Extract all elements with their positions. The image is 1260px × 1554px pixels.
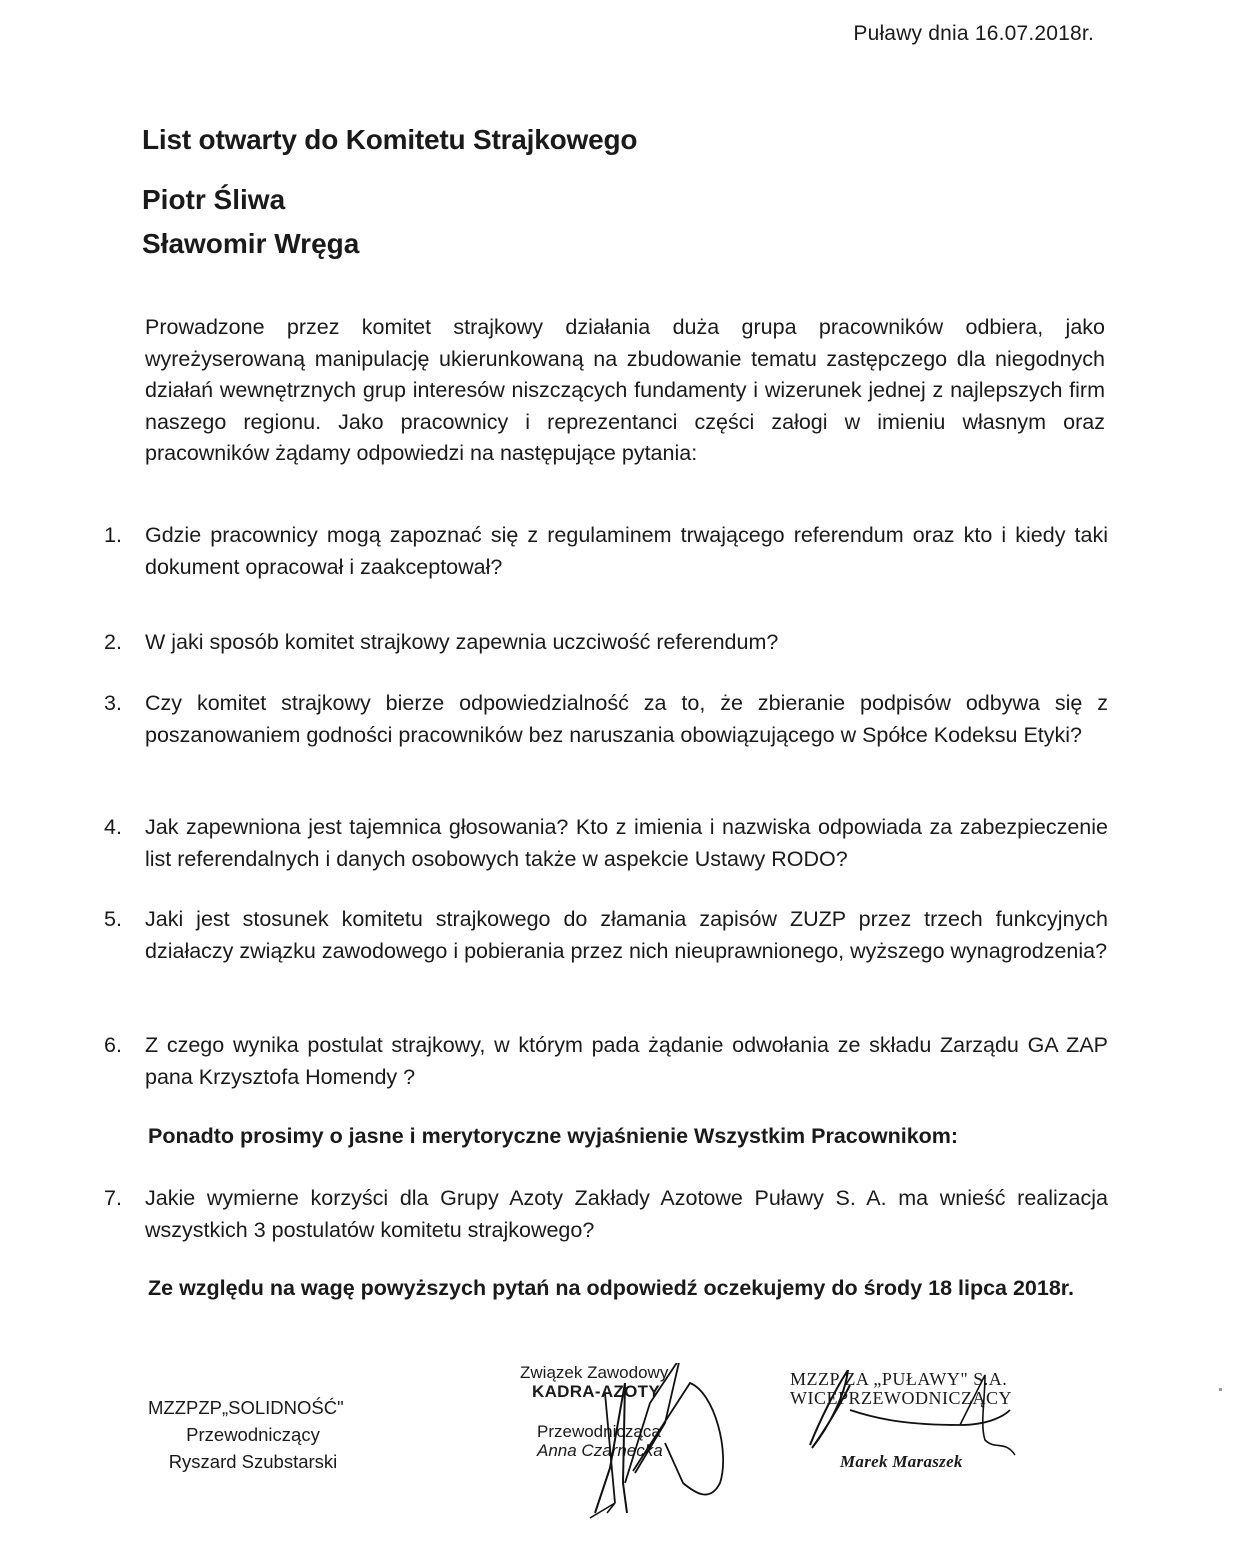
response-deadline: Ze względu na wagę powyższych pytań na odpowiedź oczekujemy do środy 18 lipca 2018r. xyxy=(148,1276,1074,1300)
signature-block-pulawy xyxy=(790,1370,1070,1471)
stamp-organization: MZZP ZA „PUŁAWY" S.A. xyxy=(790,1369,1008,1389)
question-item xyxy=(104,904,1108,967)
question-item xyxy=(104,812,1108,875)
question-number: 3. xyxy=(104,691,122,715)
question-text: Z czego wynika postulat strajkowy, w którym pada żądanie odwołania ze składu Zarządu GA ZAP pana Krzysztofa Homendy ? xyxy=(145,1033,1108,1089)
question-number: 4. xyxy=(104,815,122,839)
question-number: 5. xyxy=(104,907,122,931)
place-date: Puławy dnia 16.07.2018r. xyxy=(853,22,1094,45)
question-item xyxy=(104,688,1108,751)
signature-block-solidnosc xyxy=(148,1394,358,1475)
question-text: W jaki sposób komitet strajkowy zapewnia uczciwość referendum? xyxy=(145,630,779,654)
question-number: 1. xyxy=(104,523,122,547)
stamp-name: Anna Czarnecka xyxy=(537,1441,663,1460)
stamp-organization-line1: Związek Zawodowy xyxy=(520,1363,669,1382)
question-number: 7. xyxy=(104,1186,122,1210)
signature-role: Przewodniczący xyxy=(186,1424,320,1445)
stamp-organization-line2: KADRA-AZOTY xyxy=(532,1382,660,1401)
intro-paragraph: Prowadzone przez komitet strajkowy działania duża grupa pracowników odbiera, jako wyreżyserowaną manipulację ukierunkowaną na zbudowanie tematu zastępczego dla niegodnych działań wewnętrznych grup interesów niszczących fundamenty i wizerunek jednej z najlepszych firm naszego regionu. Jako pracownicy i reprezentanci części załogi w imieniu własnym oraz pracowników żądamy odpowiedzi na następujące pytania: xyxy=(145,315,1105,465)
question-text: Gdzie pracownicy mogą zapoznać się z regulaminem trwającego referendum oraz kto i kiedy taki dokument opracował i zaakceptował? xyxy=(145,523,1108,579)
stamp-name: Marek Maraszek xyxy=(840,1452,963,1471)
stamp-role: Przewodnicząca xyxy=(537,1422,661,1441)
scan-speck xyxy=(1219,1388,1222,1391)
question-item xyxy=(104,1030,1108,1093)
question-item xyxy=(104,627,1108,659)
question-item xyxy=(104,1183,1108,1246)
addressee-2: Sławomir Wręga xyxy=(142,228,360,259)
addressee-1: Piotr Śliwa xyxy=(142,184,286,215)
question-text: Czy komitet strajkowy bierze odpowiedzialność za to, że zbieranie podpisów odbywa się z poszanowaniem godności pracowników bez naruszania obowiązującego w Spółce Kodeksu Etyki? xyxy=(145,691,1108,747)
question-text: Jaki jest stosunek komitetu strajkowego do złamania zapisów ZUZP przez trzech funkcyjnych działaczy związku zawodowego i pobierania przez nich nieuprawnionego, wyższego wynagrodzenia? xyxy=(145,907,1108,963)
letter-title: List otwarty do Komitetu Strajkowego xyxy=(142,124,638,155)
signature-organization: MZZPZP„SOLIDNOŚĆ" xyxy=(148,1397,344,1418)
question-item xyxy=(104,520,1108,583)
stamp-role: WICEPRZEWODNICZĄCY xyxy=(790,1388,1012,1408)
question-text: Jakie wymierne korzyści dla Grupy Azoty Zakłady Azotowe Puławy S. A. ma wnieść realizacja wszystkich 3 postulatów komitetu strajkowego? xyxy=(145,1186,1108,1242)
signature-name: Ryszard Szubstarski xyxy=(168,1451,338,1472)
question-number: 2. xyxy=(104,630,122,654)
additional-request: Ponadto prosimy o jasne i merytoryczne wyjaśnienie Wszystkim Pracownikom: xyxy=(148,1124,959,1148)
question-text: Jak zapewniona jest tajemnica głosowania? Kto z imienia i nazwiska odpowiada za zabezpieczenie list referendalnych i danych osobowych także w aspekcie Ustawy RODO? xyxy=(145,815,1108,871)
signature-block-kadra-azoty xyxy=(515,1363,725,1460)
question-number: 6. xyxy=(104,1033,122,1057)
